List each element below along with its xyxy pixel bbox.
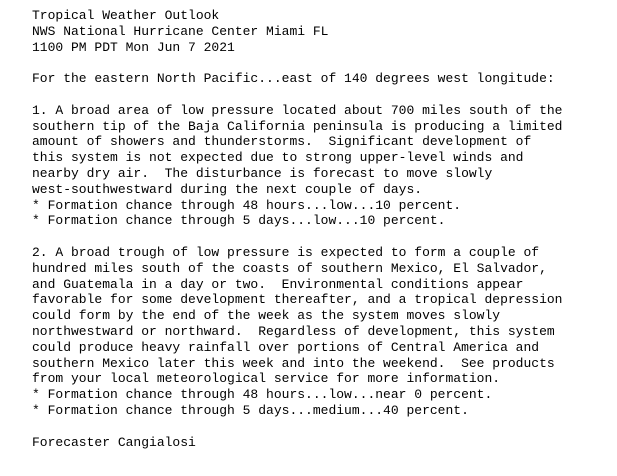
system-2-line: and Guatemala in a day or two. Environmental conditions appear [32,276,524,292]
spacer [32,55,617,71]
system-2-line: southern Mexico later this week and into the weekend. See products [32,355,555,371]
forecaster-signature: Forecaster Cangialosi [32,434,196,450]
system-2-chance-48h: * Formation chance through 48 hours...low...near 0 percent. [32,387,493,403]
system-1-line: amount of showers and thunderstorms. Significant development of [32,134,532,150]
system-2-line: from your local meteorological service for more information. [32,371,501,387]
system-1-line: west-southwestward during the next couple of days. [32,181,423,197]
system-2-line: 2. A broad trough of low pressure is expected to form a couple of [32,244,540,260]
system-2-line: could form by the end of the week as the system moves slowly [32,308,501,324]
spacer [32,419,617,435]
system-1-chance-48h: * Formation chance through 48 hours...low...10 percent. [32,197,462,213]
system-2-chance-5d: * Formation chance through 5 days...medium...40 percent. [32,402,469,418]
system-2-line: could produce heavy rainfall over portions of Central America and [32,339,540,355]
system-1-line: this system is not expected due to strong upper-level winds and [32,150,524,166]
system-1-line: 1. A broad area of low pressure located about 700 miles south of the [32,102,563,118]
system-2-line: favorable for some development thereafter, and a tropical depression [32,292,563,308]
spacer [32,229,617,245]
system-2-paragraph [32,245,617,419]
system-1-paragraph [32,103,617,229]
outlook-title: Tropical Weather Outlook [32,8,220,23]
spacer [32,87,617,103]
system-2-line: hundred miles south of the coasts of southern Mexico, El Salvador, [32,260,547,276]
issue-time: 1100 PM PDT Mon Jun 7 2021 [32,39,235,55]
system-1-line: southern tip of the Baja California peninsula is producing a limited [32,118,563,134]
system-1-chance-5d: * Formation chance through 5 days...low...10 percent. [32,213,446,229]
system-2-line: northwestward or northward. Regardless of development, this system [32,323,555,339]
system-1-line: nearby dry air. The disturbance is forecast to move slowly [32,165,493,181]
region-statement: For the eastern North Pacific...east of 140 degrees west longitude: [32,71,555,87]
issuing-office: NWS National Hurricane Center Miami FL [32,23,329,39]
